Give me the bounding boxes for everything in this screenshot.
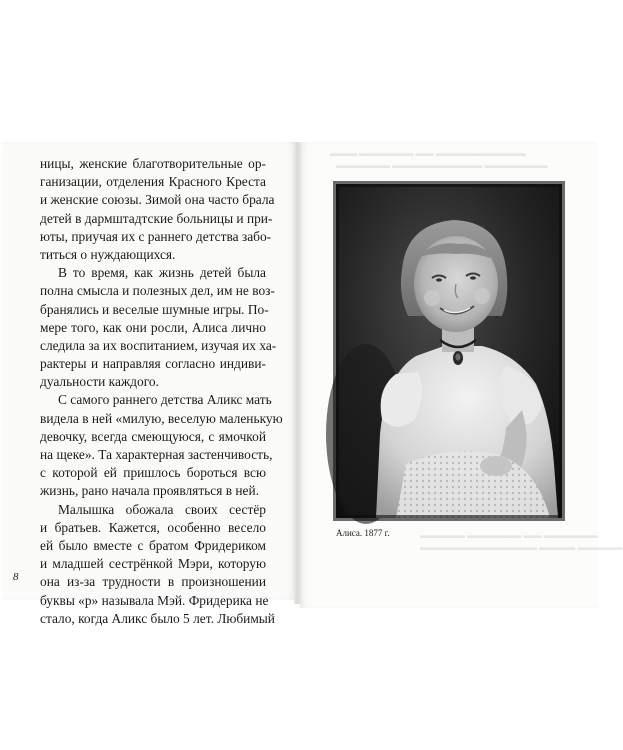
text-line: детей в дармштадтские больницы и при- [40,210,273,226]
text-line: видела в ней «милую, веселую маленькую [40,410,283,426]
text-line: ей было вместе с братом Фридериком [40,537,266,553]
text-line: Малышка обожала своих сестёр [58,501,266,517]
book-gutter [294,142,302,604]
text-line: и младшей сестрёнкой Мэри, которую [40,556,266,572]
text-line: и женские союзы. Зимой она часто брала [40,192,275,208]
text-line: рактеры и направляя согласно индиви- [40,356,266,372]
text-line: на щеке». Та характерная застенчивость, [40,447,273,462]
text-line: полна смысла и полезных дел, им не воз- [40,283,275,299]
show-through-text: ▬▬▬▬▬ [577,542,623,552]
portrait-photograph-image [336,184,562,518]
text-line: с которой ей пришлось бороться всю [40,465,266,481]
portrait-photograph [336,184,562,518]
text-line: бранялись и веселые шумные игры. По- [40,301,269,317]
page-number: 8 [13,571,19,583]
text-line: ганизации, отделения Красного Креста [40,174,266,190]
text-line: следила за их воспитанием, изучая их ха- [40,337,277,353]
text-line: стало, когда Аликс было 5 лет. Любимый [40,610,275,626]
text-line: мере того, как они росли, Алиса лично [40,319,266,335]
text-line: титься о нуждающихся. [40,246,176,262]
text-line: дуальности каждого. [40,374,159,390]
text-line: она из-за трудности в произношении [40,574,266,590]
text-line: юты, приучая их с раннего детства забо- [40,228,272,244]
text-line: В то время, как жизнь детей была [58,265,266,281]
photo-caption: Алиса. 1877 г. [336,528,390,538]
text-line: ницы, женские благотворительные ор- [40,156,266,171]
text-line: девочку, всегда смеющуюся, с ямочкой [40,428,266,444]
text-line: С самого раннего детства Аликс мать [58,392,272,408]
text-line: и братьев. Кажется, особенно весело [40,519,266,535]
left-page-body-text [40,155,283,628]
text-line: жизнь, рано начала проявляться в ней. [40,483,260,499]
text-line: буквы «р» называла Мэй. Фридерика не [40,592,269,608]
